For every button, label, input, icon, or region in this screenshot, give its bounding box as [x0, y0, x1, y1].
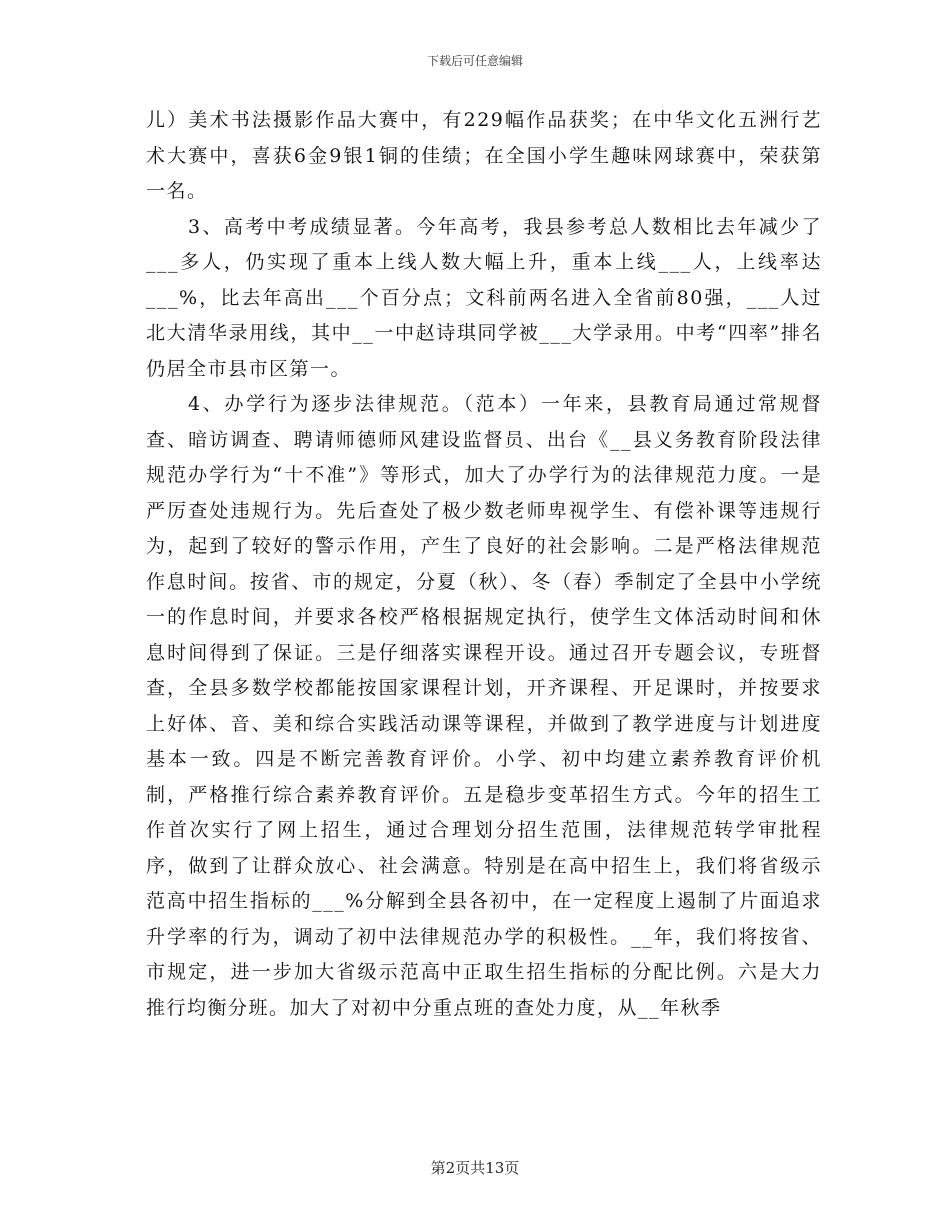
paragraph-school-conduct: 4、办学行为逐步法律规范。（范本）一年来，县教育局通过常规督查、暗访调查、聘请师德师风建设监督员、出台《__县义务教育阶段法律规范办学行为“十不准”》等形式，加大了办学行为的法律规范力度。一是严厉查处违规行为。先后查处了极少数老师卑视学生、有偿补课等违规行为，起到了较好的警示作用，产生了良好的社会影响。二是严格法律规范作息时间。按省、市的规定，分夏（秋）、冬（春）季制定了全县中小学统一的作息时间，并要求各校严格根据规定执行，使学生文体活动时间和休息时间得到了保证。三是仔细落实课程开设。通过召开专题会议，专班督查，全县多数学校都能按国家课程计划，开齐课程、开足课时，并按要求上好体、音、美和综合实践活动课等课程，并做到了教学进度与计划进度基本一致。四是不断完善教育评价。小学、初中均建立素养教育评价机制，严格推行综合素养教育评价。五是稳步变革招生方式。今年的招生工作首次实行了网上招生，通过合理划分招生范围，法律规范转学审批程序，做到了让群众放心、社会满意。特别是在高中招生上，我们将省级示范高中招生指标的___%分解到全县各初中，在一定程度上遏制了片面追求升学率的行为，调动了初中法律规范办学的积极性。__年，我们将按省、市规定，进一步加大省级示范高中正取生招生指标的分配比例。六是大力推行均衡分班。加大了对初中分重点班的查处力度，从__年秋季 — [146, 393, 822, 1019]
page-number: 第2页共13页 — [430, 1159, 520, 1177]
page-header: 下载后可任意编辑 — [426, 54, 523, 68]
document-body — [146, 103, 822, 1026]
paragraph-exam-results: 3、高考中考成绩显著。今年高考，我县参考总人数相比去年减少了___多人，仍实现了重本上线人数大幅上升，重本上线___人，上线率达___%，比去年高出___个百分点；文科前两名进入全省前80强，___人过北大清华录用线，其中__一中赵诗琪同学被___大学录用。中考“四率”排名仍居全市县市区第一。 — [146, 215, 822, 380]
paragraph-awards: 儿）美术书法摄影作品大赛中，有229幅作品获奖；在中华文化五洲行艺术大赛中，喜获6金9银1铜的佳绩；在全国小学生趣味网球赛中，荣获第一名。 — [146, 109, 822, 202]
